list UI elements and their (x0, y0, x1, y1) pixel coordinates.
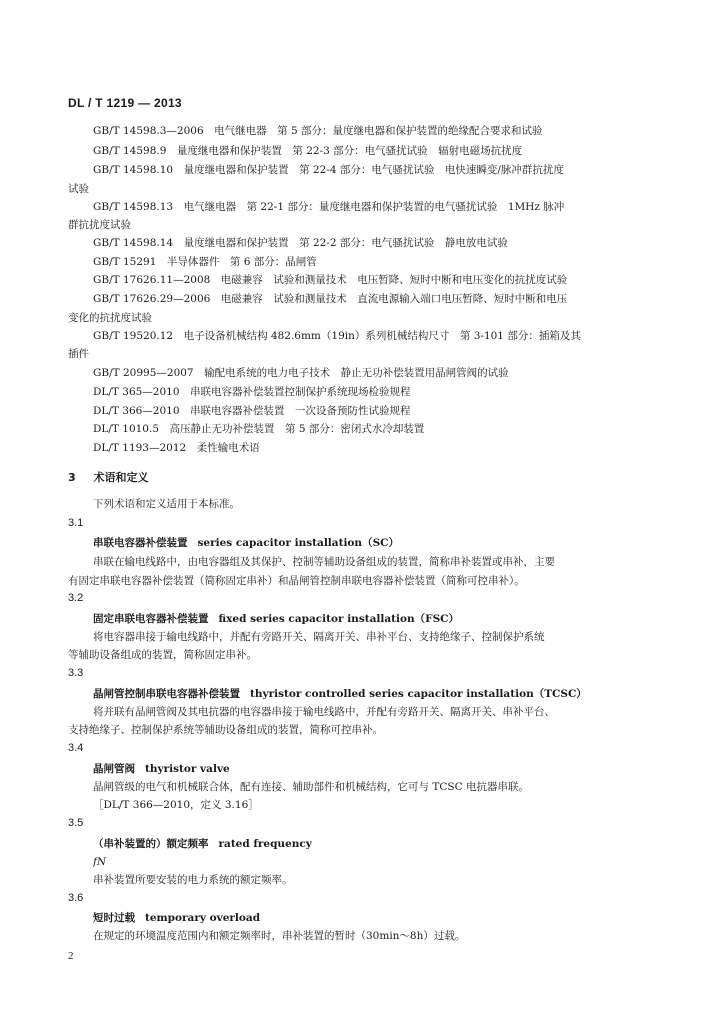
reference-line: DL/T 1193—2012 柔性输电术语 (93, 442, 260, 454)
reference-line: GB/T 14598.13 电气继电器 第 22-1 部分：量度继电器和保护装置的电气骚扰试验 1MHz 脉冲 (93, 201, 565, 213)
term-zh: 晶闸管阀 (93, 763, 135, 775)
reference-line: GB/T 17626.11—2008 电磁兼容 试验和测量技术 电压暂降、短时中断和电压变化的抗扰度试验 (93, 274, 568, 286)
reference-line: GB/T 14598.3—2006 电气继电器 第 5 部分：量度继电器和保护装置的绝缘配合要求和试验 (93, 125, 543, 137)
term-number: 3.5 (68, 817, 84, 829)
section-number: 3 (68, 471, 76, 484)
reference-line: GB/T 19520.12 电子设备机械结构 482.6mm（19in）系列机械结构尺寸 第 3-101 部分：插箱及其 (93, 330, 581, 342)
definition-line: 有固定串联电容器补偿装置（简称固定串补）和晶闸管控制串联电容器补偿装置（简称可控串补）。 (68, 575, 525, 587)
reference-continuation: 变化的抗扰度试验 (68, 312, 152, 324)
term-number: 3.3 (68, 667, 84, 679)
term-en: temporary overload (145, 912, 261, 924)
term-zh: （串补装置的）额定频率 (93, 838, 209, 850)
reference-line: GB/T 14598.9 量度继电器和保护装置 第 22-3 部分：电气骚扰试验 辐射电磁场抗扰度 (93, 145, 523, 157)
term-title (93, 836, 312, 851)
definition-line: 将电容器串接于输电线路中，并配有旁路开关、隔离开关、串补平台、支持绝缘子、控制保护系统 (93, 631, 545, 643)
term-title (93, 686, 587, 701)
term-zh: 晶闸管控制串联电容器补偿装置 (93, 688, 240, 700)
term-title (93, 535, 399, 550)
term-number: 3.1 (68, 517, 84, 529)
reference-line: DL/T 1010.5 高压静止无功补偿装置 第 5 部分：密闭式水冷却装置 (93, 423, 425, 435)
reference-line: GB/T 20995—2007 输配电系统的电力电子技术 静止无功补偿装置用晶闸管阀的试验 (93, 367, 509, 379)
definition-line: 将并联有晶闸管阀及其电抗器的电容器串接于输电线路中，并配有旁路开关、隔离开关、串补平台、 (93, 706, 555, 718)
reference-line: DL/T 366—2010 串联电容器补偿装置 一次设备预防性试验规程 (93, 405, 411, 417)
term-number: 3.2 (68, 592, 84, 604)
term-en: rated frequency (218, 838, 312, 850)
definition-line: 串联在输电线路中，由电容器组及其保护、控制等辅助设备组成的装置，简称串补装置或串补，主要 (93, 556, 555, 568)
term-en: fixed series capacitor installation（FSC） (218, 613, 460, 625)
term-number: 3.4 (68, 742, 84, 754)
term-zh: 短时过载 (93, 912, 135, 924)
page-number: 2 (68, 950, 74, 962)
term-en: series capacitor installation（SC） (197, 537, 400, 549)
term-en: thyristor valve (145, 763, 230, 775)
standard-header: DL / T 1219 — 2013 (68, 96, 182, 110)
definition-source: ［DL/T 366—2010，定义 3.16］ (93, 799, 259, 811)
section-title: 术语和定义 (93, 471, 149, 484)
term-title (93, 910, 260, 925)
definition-line: 在规定的环境温度范围内和额定频率时，串补装置的暂时（30min～8h）过载。 (93, 930, 466, 942)
reference-line: GB/T 14598.10 量度继电器和保护装置 第 22-4 部分：电气骚扰试验 电快速瞬变/脉冲群抗扰度 (93, 164, 564, 176)
term-zh: 串联电容器补偿装置 (93, 537, 188, 549)
reference-line: GB/T 17626.29—2006 电磁兼容 试验和测量技术 直流电源输入端口电压暂降、短时中断和电压 (93, 293, 568, 305)
term-en: thyristor controlled series capacitor installation（TCSC） (250, 688, 587, 700)
reference-line: GB/T 15291 半导体器件 第 6 部分：晶闸管 (93, 256, 317, 268)
reference-line: GB/T 14598.14 量度继电器和保护装置 第 22-2 部分：电气骚扰试验 静电放电试验 (93, 237, 508, 249)
section-heading (68, 469, 149, 485)
definition-line: 晶闸管级的电气和机械联合体，配有连接、辅助部件和机械结构，它可与 TCSC 电抗器串联。 (93, 781, 529, 793)
term-title (93, 761, 230, 776)
term-symbol: fN (93, 856, 107, 868)
definition-line: 支持绝缘子、控制保护系统等辅助设备组成的装置，简称可控串补。 (68, 724, 383, 736)
section-intro: 下列术语和定义适用于本标准。 (93, 498, 240, 510)
term-title (93, 611, 459, 626)
reference-continuation: 群抗扰度试验 (68, 219, 131, 231)
definition-line: 串补装置所要安装的电力系统的额定频率。 (93, 874, 293, 886)
term-number: 3.6 (68, 892, 84, 904)
reference-line: DL/T 365—2010 串联电容器补偿装置控制保护系统现场检验规程 (93, 386, 411, 398)
definition-line: 等辅助设备组成的装置，简称固定串补。 (68, 649, 257, 661)
reference-continuation: 试验 (68, 183, 89, 195)
reference-continuation: 插件 (68, 348, 89, 360)
term-zh: 固定串联电容器补偿装置 (93, 613, 209, 625)
